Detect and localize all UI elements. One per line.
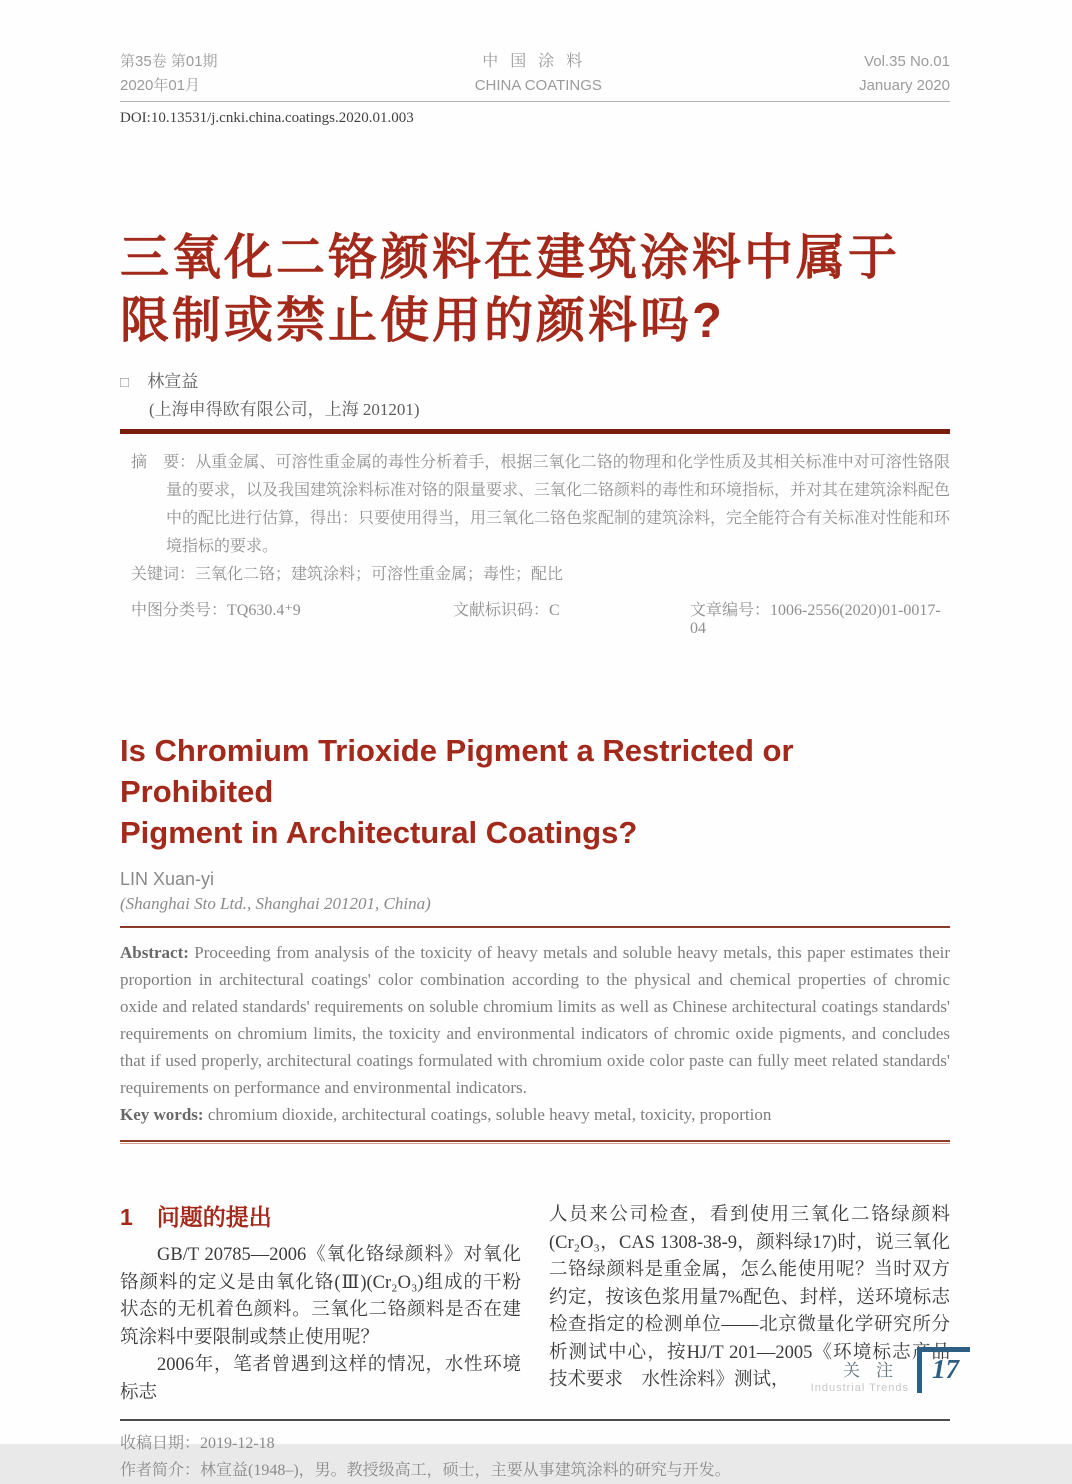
abstract-en-text: Proceeding from analysis of the toxicity of heavy metals and soluble heavy metals, this paper estimates their proportion in architectural coatings' color combination according to the physical and chemical properties of chromic oxide and related standards' requirements on soluble chromium limits as well as Chinese architectural coatings standards' requirements on chromium limits, the toxicity and environmental indicators of chromic oxide pigments, and concludes that if used properly, architectural coatings formulated with chromium oxide color paste can fully meet related standards' requirements on performance and environmental indicators. [120, 943, 951, 1097]
section-1-heading [120, 1202, 521, 1232]
page-marker [811, 1347, 970, 1394]
article-title-en [120, 730, 950, 853]
page-number-bracket [917, 1347, 970, 1393]
keywords-en-label: Key words: [120, 1105, 208, 1124]
clc-value: TQ630.4⁺9 [227, 602, 301, 619]
document-code [453, 597, 690, 638]
abstract-cn-text: 从重金属、可溶性重金属的毒性分析着手，根据三氧化二铬的物理和化学性质及其相关标准中对可溶性铬限量的要求，以及我国建筑涂料标准对铬的限量要求、三氧化二铬颜料的毒性和环境指标，并对其在建筑涂料配色中的配比进行估算，得出：只要使用得当，用三氧化二铬色浆配制的建筑涂料，完全能符合有关标准对性能和环境指标的要求。 [166, 454, 951, 555]
article-id-value: 1006-2556(2020)01-0017-04 [690, 602, 941, 637]
author-bio-line [120, 1457, 950, 1484]
abstract-cn [120, 449, 950, 561]
document-code-value: C [549, 602, 560, 619]
section-1-title: 问题的提出 [156, 1204, 272, 1230]
abstract-divider-top [120, 926, 950, 928]
header-divider [120, 101, 950, 102]
body-column-left [120, 1202, 521, 1407]
issue-volume-en: Vol.35 No.01 [864, 53, 950, 70]
author-bio-label: 作者简介： [120, 1462, 201, 1479]
article-title-cn [120, 227, 950, 353]
column-name [811, 1356, 909, 1394]
article-title-en-line1: Is Chromium Trioxide Pigment a Restricted or Prohibited [120, 733, 794, 809]
keywords-en-text: chromium dioxide, architectural coatings, soluble heavy metal, toxicity, proportion [207, 1105, 772, 1124]
paragraph: GB/T 20785—2006《氧化铬绿颜料》对氧化铬颜料的定义是由氧化铬(Ⅲ)(Cr₂O₃)组成的干粉状态的无机着色颜料。三氧化二铬颜料是否在建筑涂料中要限制或禁止使用呢？ [120, 1245, 521, 1348]
footnote [120, 1419, 950, 1484]
author-bullet-icon: □ [120, 375, 130, 391]
journal-name-cn: 中国涂料 [482, 53, 595, 70]
abstract-cn-label: 摘 要： [131, 454, 196, 471]
abstract-en-label: Abstract: [120, 943, 195, 962]
journal-name [475, 50, 602, 98]
section-1-number: 1 [120, 1204, 133, 1230]
clc-label: 中图分类号： [131, 602, 228, 619]
issue-volume-cn: 第35卷 第01期 [120, 53, 218, 70]
article-id-label: 文章编号： [690, 602, 771, 619]
received-date-line [120, 1430, 950, 1457]
article-title-cn-line1: 三氧化二铬颜料在建筑涂料中属于 [120, 231, 901, 285]
keywords-en [120, 1101, 950, 1128]
clc-number [131, 597, 453, 638]
article-id [690, 597, 950, 638]
header-issue-info [120, 50, 218, 98]
journal-name-en: CHINA COATINGS [474, 77, 602, 94]
issue-date-cn: 2020年01月 [120, 77, 201, 94]
doi: DOI:10.13531/j.cnki.china.coatings.2020.01.003 [120, 110, 414, 126]
journal-header [120, 50, 950, 98]
header-volume-info [859, 50, 950, 98]
author-name-cn: 林宣益 [147, 372, 199, 391]
received-date-value: 2019-12-18 [200, 1435, 275, 1452]
column-name-en: Industrial Trends [810, 1382, 909, 1394]
classification-row [120, 597, 950, 638]
author-bio-text: 林宣益(1948–)，男。教授级高工，硕士，主要从事建筑涂料的研究与开发。 [200, 1462, 731, 1479]
document-code-label: 文献标识码： [453, 602, 550, 619]
title-divider-rule [120, 429, 950, 434]
article-title-cn-line2: 限制或禁止使用的颜料吗? [120, 294, 725, 348]
author-name-en: LIN Xuan-yi [120, 869, 215, 889]
paragraph: 人员来公司检查，看到使用三氧化二铬绿颜料(Cr₂O₃，CAS 1308-38-9，颜料绿17)时，说三氧化二铬绿颜料是重金属，怎么能使用呢？当时双方约定，按该色浆用量7%配色、封样，送环境标志检查指定的检测单位——北京微量化学研究所分析测试中心，按HJ/T 201—2005《环境标志产品技术要求 水性涂料》测试， [549, 1205, 950, 1390]
received-date-label: 收稿日期： [120, 1435, 201, 1452]
page-number: 17 [932, 1354, 959, 1384]
author-row [120, 367, 950, 392]
issue-date-en: January 2020 [859, 77, 950, 94]
article-title-en-line2: Pigment in Architectural Coatings? [120, 815, 638, 850]
keywords-cn [120, 561, 950, 589]
column-name-cn: 关注 [843, 1361, 909, 1380]
paragraph: 2006年，笔者曾遇到这样的情况，水性环境标志 [120, 1355, 521, 1403]
author-affiliation-en: (Shanghai Sto Ltd., Shanghai 201201, China) [120, 894, 431, 913]
abstract-en [120, 939, 950, 1101]
author-affiliation-cn: (上海申得欧有限公司，上海 201201) [149, 400, 420, 419]
keywords-cn-label: 关键词： [131, 566, 196, 583]
abstract-divider-bottom [120, 1140, 950, 1144]
keywords-cn-text: 三氧化二铬；建筑涂料；可溶性重金属；毒性；配比 [195, 566, 564, 583]
